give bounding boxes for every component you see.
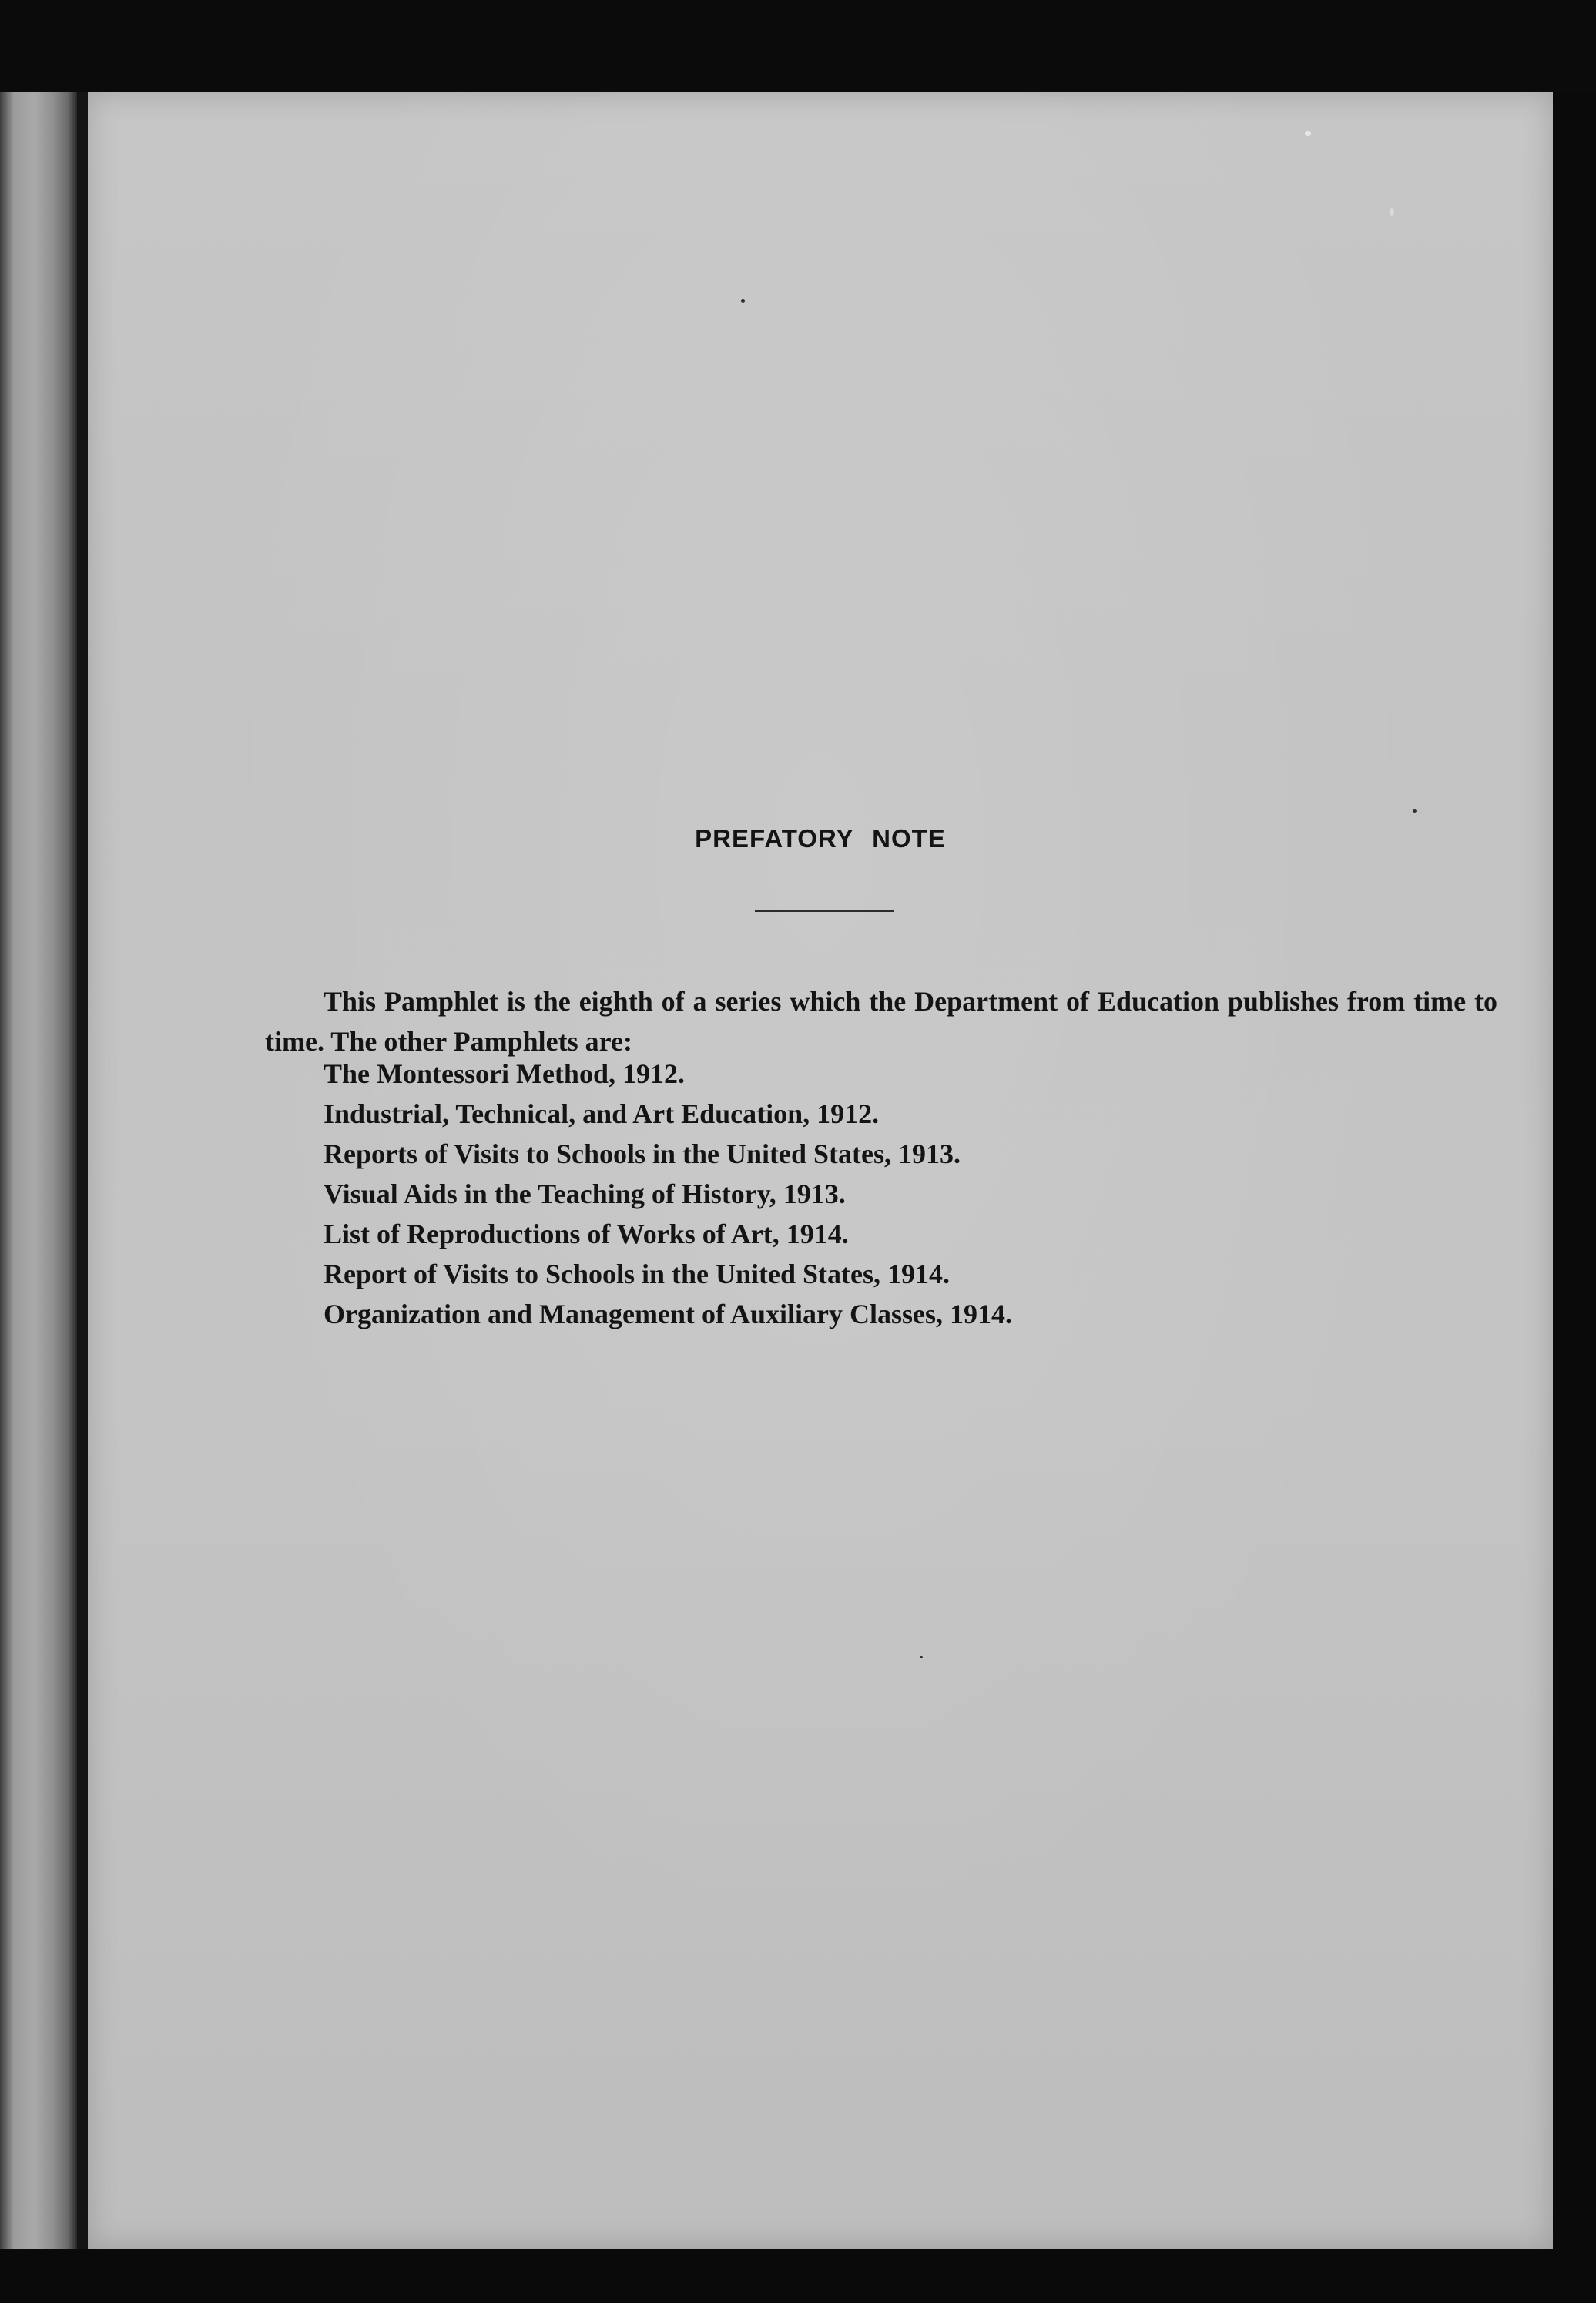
document-page [88, 92, 1553, 2249]
bottom-scan-border [0, 2249, 1596, 2303]
right-scan-border [1553, 92, 1596, 2249]
scan-speck [920, 1656, 923, 1658]
scan-speck [1390, 208, 1394, 216]
list-item: Report of Visits to Schools in the United States, 1914. [324, 1259, 951, 1289]
list-item: Visual Aids in the Teaching of History, 1913. [324, 1178, 846, 1209]
scan-speck [1413, 809, 1417, 813]
list-item: Reports of Visits to Schools in the United States, 1913. [324, 1138, 961, 1169]
scan-speck [741, 299, 745, 303]
list-item: The Montessori Method, 1912. [324, 1058, 685, 1089]
list-item: List of Reproductions of Works of Art, 1914. [324, 1219, 849, 1249]
list-item: Industrial, Technical, and Art Education, 1912. [324, 1098, 880, 1129]
title-divider [755, 910, 894, 912]
page-title: PREFATORY NOTE [695, 824, 946, 853]
intro-paragraph: This Pamphlet is the eighth of a series which the Department of Education publishes from time to time. The other Pamphlets are: [265, 986, 1497, 1057]
scan-speck [1305, 131, 1311, 136]
list-item: Organization and Management of Auxiliary Classes, 1914. [324, 1299, 1013, 1329]
page-content [88, 92, 1553, 2249]
page-gutter [77, 92, 88, 2249]
previous-page-edge [0, 92, 77, 2249]
pamphlet-list [324, 1054, 1012, 1334]
